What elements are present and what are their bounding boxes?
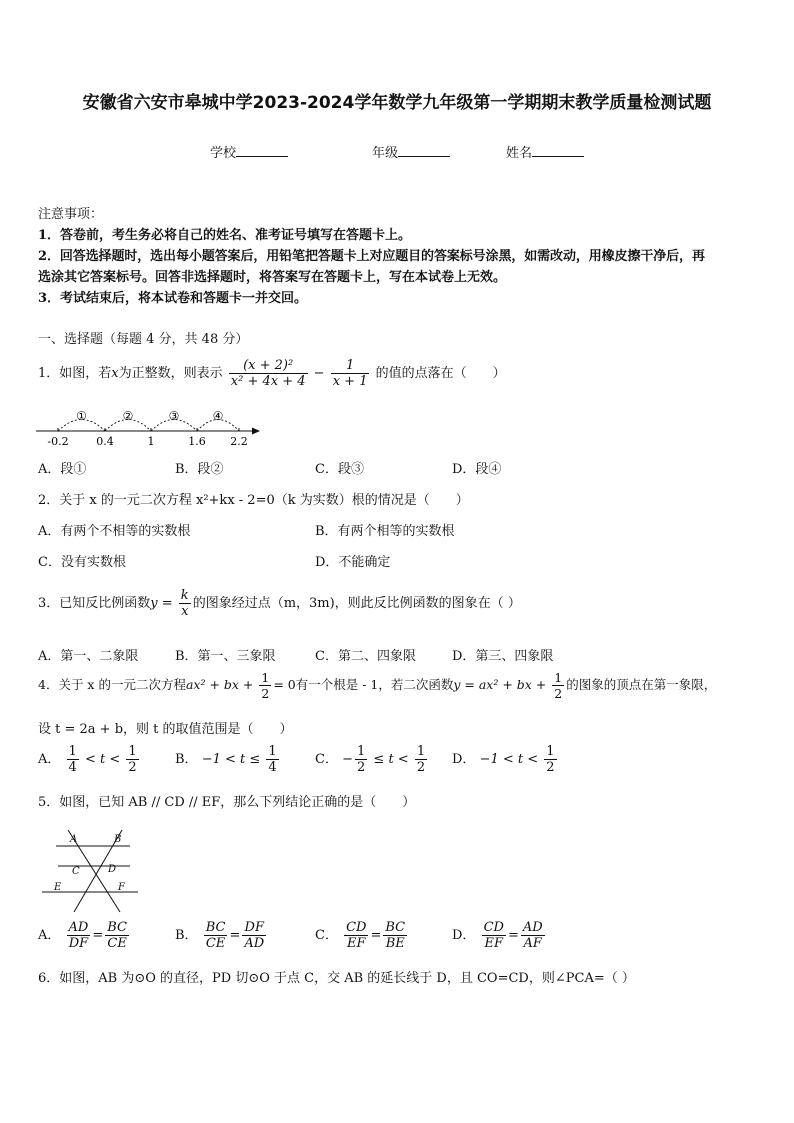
q1-frac2-den: x + 1 [332, 374, 368, 389]
frac [415, 744, 427, 775]
frac-den: BE [385, 936, 405, 951]
segment-label-4: ④ [212, 409, 224, 423]
axis-label: 2.2 [230, 435, 248, 448]
q1-frac2-num: 1 [331, 358, 370, 374]
q4-half-den: 2 [261, 686, 270, 701]
q4-half-fraction-2 [552, 670, 564, 701]
q3-fraction [179, 588, 191, 619]
school-label: 学校 [210, 146, 237, 161]
q3-frac-num: k [180, 588, 189, 603]
q4-prefix: 4．关于 x 的一元二次方程 [38, 677, 186, 692]
q1-minus: − [313, 366, 325, 381]
option-label: C． [315, 928, 338, 943]
q4-eq1-tail: = 0 [273, 677, 296, 692]
frac-den: CE [107, 936, 127, 951]
frac-num: 1 [416, 744, 426, 759]
segment-label-2: ② [122, 409, 134, 423]
notice-item: 2．回答选择题时，选出每小题答案后，用铅笔把答题卡上对应题目的答案标号涂黑，如需改动，用橡皮擦干净后，再 [38, 249, 705, 264]
frac-num: AD [68, 920, 89, 935]
frac-den: 2 [128, 760, 137, 775]
q5-option-a[interactable]: A． $\frac{AD}{DF}$ = $\frac{BC}{CE}$ [38, 920, 127, 951]
option-label: A． [38, 752, 61, 767]
q2-option-d[interactable]: D．不能确定 [315, 555, 391, 570]
question-4-stem [38, 670, 716, 701]
frac-num: BC [385, 920, 406, 935]
q4-mid: 有一个根是 - 1，若二次函数 [295, 677, 454, 692]
axis-label: -0.2 [47, 435, 69, 448]
frac-den: EF [484, 936, 504, 951]
q3-prefix: 3．已知反比例函数 [38, 596, 151, 611]
frac-num: 1 [68, 744, 77, 759]
name-blank [532, 145, 584, 157]
q4-suffix: 的图象的顶点在第一象限， [566, 677, 717, 692]
q1-frac1-num: (x + 2)² [229, 358, 308, 374]
option-mid: ≤ t < [373, 752, 409, 767]
frac-den: CE [205, 936, 226, 951]
frac-den: AD [244, 936, 265, 951]
q3-suffix: 的图象经过点（m，3m)，则此反比例函数的图象在（ ） [192, 596, 521, 611]
frac [266, 744, 278, 775]
question-2-stem: 2．关于 x 的一元二次方程 x²+kx - 2=0（k 为实数）根的情况是（ ） [38, 493, 469, 508]
frac-den: 2 [546, 760, 555, 775]
notice-item: 3．考试结束后，将本试卷和答题卡一并交回。 [38, 291, 308, 306]
frac-den: 4 [268, 760, 277, 775]
section-heading: 一、选择题（每题 4 分，共 48 分） [38, 332, 249, 347]
q4-eq1: ax² + bx + [185, 677, 254, 692]
q3-frac-den: x [181, 604, 189, 619]
frac [355, 744, 367, 775]
name-field [506, 142, 584, 161]
frac [67, 920, 91, 951]
axis-label: 1.6 [188, 435, 206, 448]
frac-num: 1 [357, 744, 366, 759]
number-line-figure [34, 404, 264, 450]
q3-option-b[interactable]: B．第一、三象限 [175, 649, 276, 664]
segment-label-1: ① [76, 409, 87, 423]
option-left: −1 < t ≤ [201, 752, 261, 767]
frac-num: CD [346, 920, 367, 935]
school-blank [236, 145, 288, 157]
frac [67, 744, 79, 775]
frac [544, 744, 556, 775]
q3-option-c[interactable]: C．第二、四象限 [315, 649, 416, 664]
frac-num: AD [522, 920, 543, 935]
q1-option-d[interactable]: D．段④ [452, 462, 502, 477]
frac-num: 1 [268, 744, 277, 759]
q2-option-c[interactable]: C．没有实数根 [38, 555, 126, 570]
grade-blank [398, 145, 450, 157]
q1-fraction-2 [331, 358, 370, 389]
q4-option-a[interactable] [38, 744, 141, 775]
point-label-b: B [114, 834, 122, 845]
question-6-stem: 6．如图，AB 为⊙O 的直径，PD 切⊙O 于点 C，交 AB 的延长线于 D，且 CO=CD，则∠PCA=（ ） [38, 971, 635, 986]
page-title: 安徽省六安市皋城中学2023-2024学年数学九年级第一学期期末教学质量检测试题 [82, 93, 712, 113]
parallel-lines-figure [38, 824, 148, 916]
q4-option-c[interactable] [315, 744, 429, 775]
frac-num: CD [483, 920, 504, 935]
q4-half-fraction [259, 670, 271, 701]
q2-option-a[interactable]: A．有两个不相等的实数根 [38, 524, 191, 539]
frac-den: 2 [357, 760, 366, 775]
q1-prefix: 1．如图，若 [38, 366, 112, 381]
question-1-stem [38, 358, 506, 389]
frac [383, 920, 407, 951]
option-label: B． [175, 928, 198, 943]
option-label: B． [175, 752, 198, 767]
frac-den: 4 [68, 760, 77, 775]
frac [204, 920, 228, 951]
option-sign: − [342, 752, 353, 767]
frac-den: AF [523, 936, 542, 951]
option-label: A． [38, 928, 61, 943]
school-field [210, 142, 288, 161]
frac-num: BC [107, 920, 127, 935]
frac-num: BC [205, 920, 226, 935]
q1-fraction-1 [229, 358, 308, 389]
grade-label: 年级 [372, 146, 399, 161]
q5-option-b[interactable]: B． $\frac{BC}{CE}$ = $\frac{DF}{AD}$ [175, 920, 265, 951]
q1-var: x [111, 366, 119, 381]
q1-option-a[interactable]: A．段① [38, 462, 87, 477]
q4-line-2: 设 t = 2a + b，则 t 的取值范围是（ ） [38, 722, 293, 737]
q4-half-num: 1 [261, 670, 270, 685]
notice-heading: 注意事项： [38, 207, 104, 222]
point-label-c: C [72, 866, 80, 877]
grade-field [372, 142, 450, 161]
frac-num: 1 [546, 744, 555, 759]
q5-option-d[interactable]: D． $\frac{CD}{EF}$ = $\frac{AD}{AF}$ [452, 920, 543, 951]
q4-eq2: y = ax² + bx + [453, 677, 547, 692]
segment-label-3: ③ [168, 409, 180, 423]
point-label-d: D [108, 864, 117, 875]
axis-label: 1 [147, 435, 155, 448]
option-left: −1 < t < [479, 752, 539, 767]
option-label: D． [452, 928, 476, 943]
question-3-stem [38, 588, 521, 619]
frac-num: 1 [128, 744, 137, 759]
q4-half-den: 2 [554, 686, 563, 701]
q2-option-b[interactable]: B．有两个相等的实数根 [315, 524, 455, 539]
point-label-f: F [118, 882, 125, 893]
frac [344, 920, 368, 951]
frac-den: 2 [416, 760, 426, 775]
q1-suffix: 的值的点落在（ ） [375, 366, 506, 381]
q4-option-b[interactable] [175, 744, 281, 775]
frac [521, 920, 545, 951]
name-label: 姓名 [506, 146, 533, 161]
frac-num: DF [242, 920, 266, 936]
point-label-e: E [54, 882, 62, 893]
notice-item: 选涂其它答案标号。回答非选择题时，将答案写在答题卡上，写在本试卷上无效。 [38, 270, 507, 285]
option-label: C． [315, 752, 338, 767]
frac [242, 920, 266, 951]
q5-option-c[interactable]: C． $\frac{CD}{EF}$ = $\frac{BC}{BE}$ [315, 920, 406, 951]
frac [105, 920, 129, 951]
frac-den: DF [68, 936, 89, 951]
q3-lhs: y = [150, 596, 173, 611]
option-label: D． [452, 752, 476, 767]
q1-mid: 为正整数，则表示 [118, 366, 223, 381]
q4-half-num: 1 [554, 670, 563, 685]
option-mid: < t < [84, 752, 121, 767]
frac [482, 920, 506, 951]
notice-item: 1．答卷前，考生务必将自己的姓名、准考证号填写在答题卡上。 [38, 228, 412, 243]
frac-den: EF [347, 936, 366, 951]
q3-option-a[interactable]: A．第一、二象限 [38, 649, 139, 664]
frac [126, 744, 138, 775]
axis-label: 0.4 [96, 435, 114, 448]
q3-option-d[interactable]: D．第三、四象限 [452, 649, 554, 664]
question-5-stem: 5．如图，已知 AB // CD // EF，那么下列结论正确的是（ ） [38, 795, 416, 810]
q1-option-c[interactable]: C．段③ [315, 462, 364, 477]
axis-arrow-icon [252, 428, 260, 435]
point-label-a: A [70, 834, 78, 845]
q1-option-b[interactable]: B．段② [175, 462, 224, 477]
q4-option-d[interactable] [452, 744, 559, 775]
q1-frac1-den: x² + 4x + 4 [230, 374, 306, 389]
